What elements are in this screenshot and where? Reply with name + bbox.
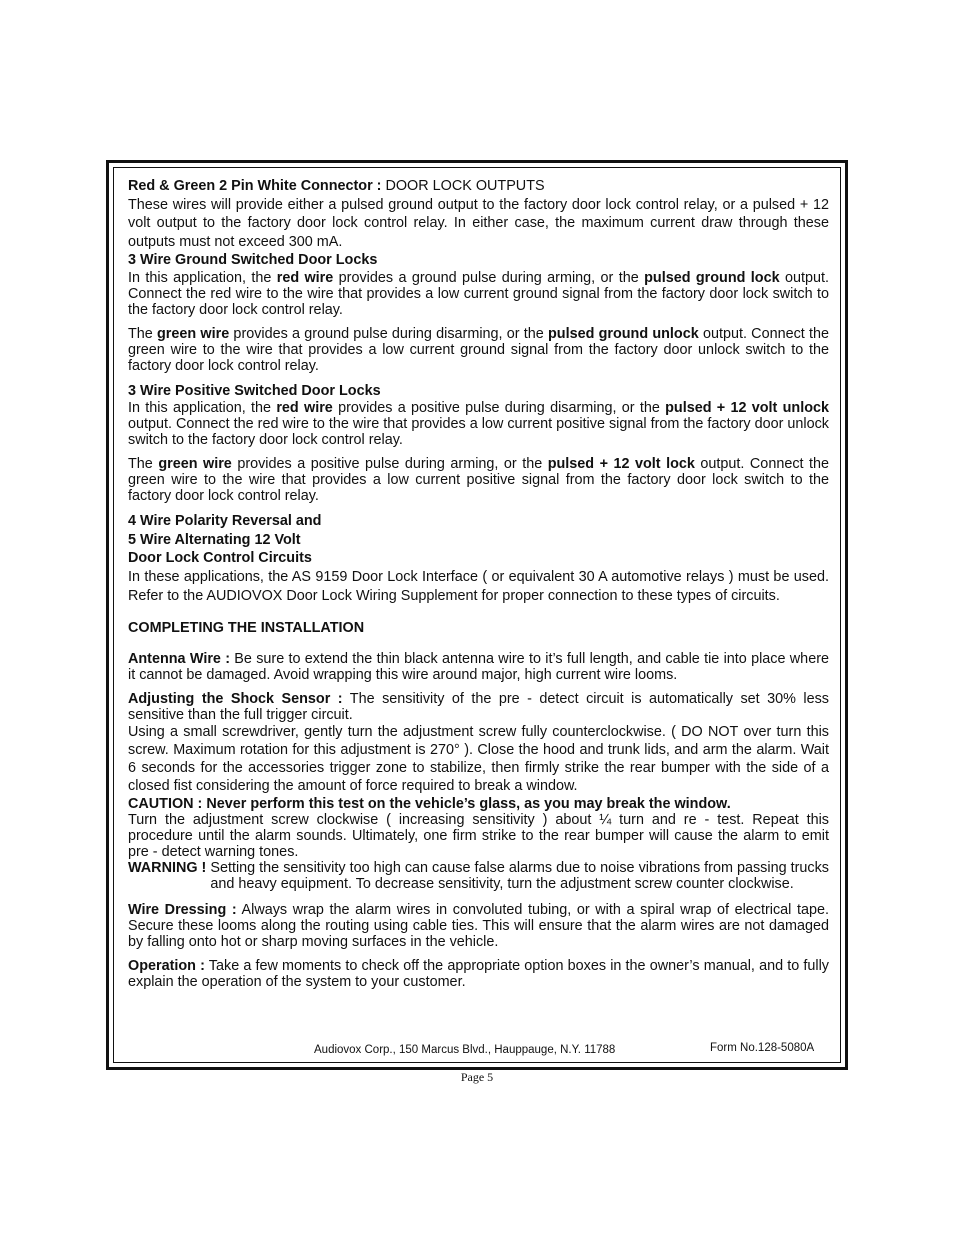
ground-heading: 3 Wire Ground Switched Door Locks xyxy=(128,252,378,268)
text-run: output. Connect the red wire to the wire that provides a low current positive signal from the factory door unlock switch to the factory door lock control relay. xyxy=(128,416,829,448)
text-run: In this application, the xyxy=(128,400,277,416)
bold-run: pulsed ground unlock xyxy=(547,325,699,342)
text-run: provides a ground pulse during arming, or the xyxy=(333,269,645,286)
page-border xyxy=(106,160,848,1070)
positive-paragraph-1 xyxy=(128,400,829,448)
connector-title: DOOR LOCK OUTPUTS xyxy=(385,178,545,194)
warning-label: WARNING ! xyxy=(128,859,207,876)
bold-run: green wire xyxy=(157,325,230,342)
warning-block xyxy=(128,860,829,892)
positive-paragraph-2 xyxy=(128,456,829,504)
dressing-label: Wire Dressing : xyxy=(128,901,237,918)
text-run: In this application, the xyxy=(128,269,277,286)
polarity-heading-3: Door Lock Control Circuits xyxy=(128,550,312,566)
footer-address: Audiovox Corp., 150 Marcus Blvd., Hauppauge, N.Y. 11788 xyxy=(314,1044,616,1056)
bold-run: pulsed + 12 volt unlock xyxy=(665,400,829,416)
antenna-paragraph xyxy=(128,651,829,683)
connector-heading: Red & Green 2 Pin White Connector : xyxy=(128,178,382,194)
shock-body-2: Using a small screwdriver, gently turn the adjustment screw fully counterclockwise. ( DO NOT over turn this screw. Maximum rotation for this adjustment is 270° ). Close the hood and trunk lids, and arm the alarm. Wait 6 seconds for the accessories trigger zone to stabilize, then firmly strike the rear bumper with the side of a closed fist considering the amount of force required to break a window. xyxy=(128,723,829,795)
operation-body: Take a few moments to check off the appropriate option boxes in the owner’s manual, and to fully explain the operation of the system to your customer. xyxy=(128,957,829,990)
polarity-heading-1: 4 Wire Polarity Reversal and xyxy=(128,513,322,529)
completing-heading: COMPLETING THE INSTALLATION xyxy=(128,619,365,636)
operation-paragraph xyxy=(128,958,829,990)
connector-body: These wires will provide either a pulsed ground output to the factory door lock control relay, or a pulsed + 12 volt output to the factory door lock control relay. In either case, the maximum current draw through these outputs must not exceed 300 mA. xyxy=(128,196,829,250)
document-body xyxy=(128,177,829,990)
ground-paragraph-2 xyxy=(128,326,829,374)
operation-label: Operation : xyxy=(128,957,205,974)
ground-paragraph-1 xyxy=(128,270,829,318)
text-run: provides a ground pulse during disarming, or the xyxy=(229,325,548,342)
antenna-label: Antenna Wire : xyxy=(128,650,231,667)
connector-section xyxy=(128,177,829,196)
text-run: provides a positive pulse during arming, or the xyxy=(231,456,548,472)
page-number: Page 5 xyxy=(460,1070,494,1084)
dressing-paragraph xyxy=(128,902,829,950)
bold-run: green wire xyxy=(158,456,232,472)
shock-body: The sensitivity of the pre - detect circuit is automatically set 30% less sensitive than the full trigger circuit. xyxy=(128,690,829,723)
text-run: The xyxy=(128,456,159,472)
positive-heading: 3 Wire Positive Switched Door Locks xyxy=(128,382,381,399)
text-run: output. Connect the green wire to the wire that provides a low current positive signal from the factory door lock switch to the factory door lock control relay. xyxy=(128,456,830,504)
bold-run: pulsed + 12 volt lock xyxy=(547,456,695,472)
polarity-body: In these applications, the AS 9159 Door Lock Interface ( or equivalent 30 A automotive relays ) must be used. Refer to the AUDIOVOX Door Lock Wiring Supplement for proper connection to these types of circuits. xyxy=(128,568,829,604)
bold-run: red wire xyxy=(276,269,334,286)
antenna-body: Be sure to extend the thin black antenna wire to it’s full length, and cable tie into place where it cannot be damaged. Avoid wrapping this wire around major, high current wire looms. xyxy=(128,650,829,683)
bold-run: pulsed ground lock xyxy=(644,269,780,286)
text-run: The xyxy=(128,325,158,342)
text-run: output. Connect the green wire to the wire that provides a low current ground signal from the factory door unlock switch to the factory door lock control relay. xyxy=(128,325,830,374)
bold-run: red wire xyxy=(276,400,333,416)
text-run: provides a positive pulse during disarming, or the xyxy=(332,400,666,416)
shock-label: Adjusting the Shock Sensor : xyxy=(128,690,343,707)
warning-body: Setting the sensitivity too high can cause false alarms due to noise vibrations from passing trucks and heavy equipment. To decrease sensitivity, turn the adjustment screw counter clockwise. xyxy=(210,859,829,892)
turn-paragraph: Turn the adjustment screw clockwise ( increasing sensitivity ) about ¼ turn and re - test. Repeat this procedure until the alarm sounds. Ultimately, one firm strike to the rear bumper will cause the alarm to emit pre - detect warning tones. xyxy=(128,811,829,860)
text-run: output. Connect the red wire to the wire that provides a low current ground signal from the factory door lock switch to the factory door lock control relay. xyxy=(128,269,829,318)
page-inner-border xyxy=(113,167,841,1063)
shock-paragraph xyxy=(128,691,829,723)
dressing-body: Always wrap the alarm wires in convoluted tubing, or with a spiral wrap of electrical tape. Secure these looms along the routing using cable ties. This will ensure that the alarm wires are not damaged by falling onto hot or sharp moving surfaces in the vehicle. xyxy=(128,901,829,950)
caution-text: CAUTION : Never perform this test on the vehicle’s glass, as you may break the window. xyxy=(128,795,731,812)
polarity-heading-2: 5 Wire Alternating 12 Volt xyxy=(128,531,301,548)
footer-form-number: Form No.128-5080A xyxy=(710,1042,815,1054)
